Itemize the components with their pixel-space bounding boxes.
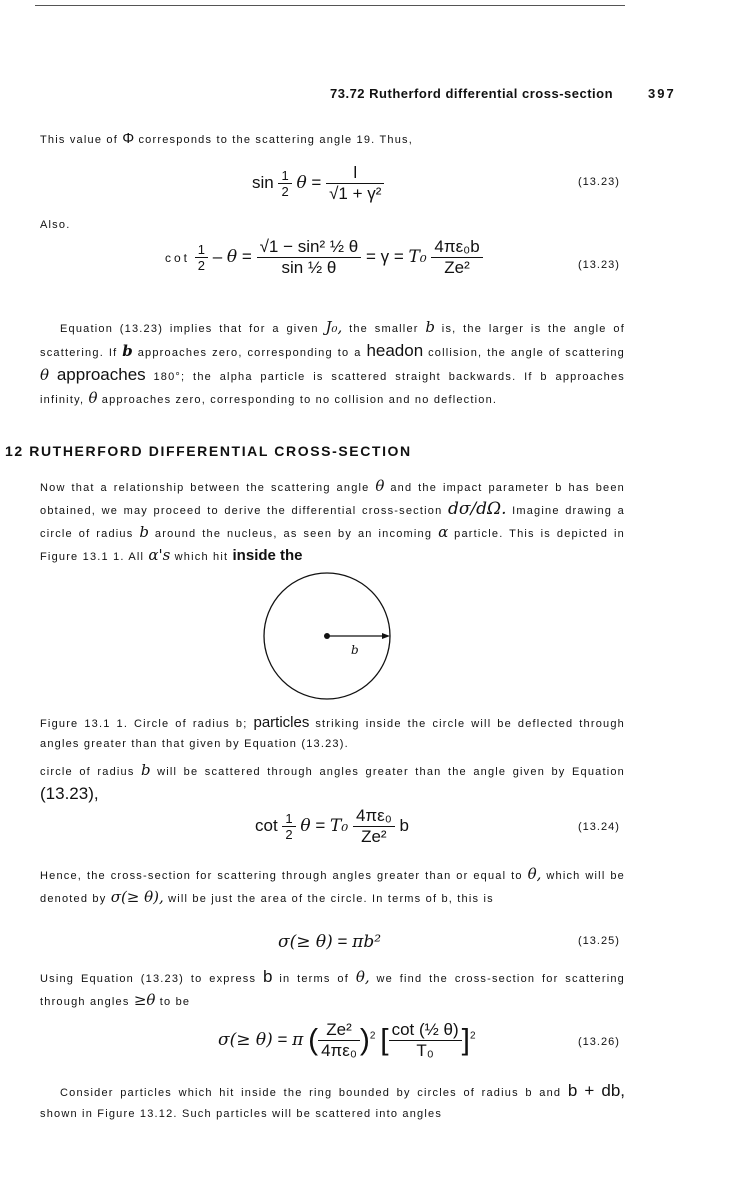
equation-13-24: cot $\frac{1}{2}$ θ = T₀ $\frac{\text{4πε₀}}{\text{Ze²}}$ b: [255, 806, 409, 846]
paragraph-5: Hence, the cross-section for scattering through angles greater than or equal to θ, which will be denoted by σ(≥ θ), will be just the area of the circle. In terms of b, this is: [40, 865, 625, 906]
paragraph-1: This value of Φ corresponds to the scattering angle 19. Thus,: [40, 130, 414, 147]
section-title: Rutherford differential cross-section: [369, 86, 614, 101]
equation-13-23a: sin $\frac{1}{2}$ θ = $\frac{l}{\text{√1 + γ²}}$: [252, 163, 384, 204]
equation-13-23b: cot $\frac{1}{2}$ – θ = $\frac{\text{√1 − sin² ½ θ}}{\text{sin ½ θ}}$ = γ = T₀ $\frac{\text{4πε₀b}}{\text{Ze²}}$: [165, 237, 483, 278]
equation-number-1: (13.23): [578, 176, 620, 188]
radius-label: b: [351, 643, 359, 657]
equation-13-26: σ(≥ θ) = π ( $\frac{\text{Ze²}}{\text{4πε₀}}$ )$^2$ [ $\frac{\text{cot (½ θ)}}{\text{T₀}}$ ]$^2$: [218, 1020, 476, 1060]
arrow-head: [382, 633, 390, 639]
page-number: 397: [648, 86, 676, 101]
paragraph-4: circle of radius b will be scattered through angles greater than the angle given by Equation (13.23),: [40, 761, 625, 803]
equation-13-25: σ(≥ θ) = πb²: [278, 932, 382, 952]
figure-caption: Figure 13.1 1. Circle of radius b; particles striking inside the circle will be deflected through angles greater than that given by Equation (13.23).: [40, 714, 625, 750]
equation-number-2: (13.23): [578, 259, 620, 271]
top-rule: [35, 5, 625, 6]
running-header: [330, 86, 685, 101]
paragraph-3: Now that a relationship between the scattering angle θ and the impact parameter b has been obtained, we may proceed to derive the differential cross-section dσ/dΩ. Imagine drawing a circle of radius b around the nucleus, as seen by an incoming α particle. This is depicted in Figure 13.1 1. All α's which hit inside the: [40, 477, 625, 564]
equation-number-5: (13.26): [578, 1036, 620, 1048]
equation-number-4: (13.25): [578, 935, 620, 947]
equation-number-3: (13.24): [578, 821, 620, 833]
also-text: Also.: [40, 219, 71, 231]
paragraph-7: Consider particles which hit inside the ring bounded by circles of radius b and b + db, shown in Figure 13.12. Such particles will be scattered into angles: [40, 1081, 625, 1120]
section-number: 73.72: [330, 86, 366, 101]
section-heading: 12 RUTHERFORD DIFFERENTIAL CROSS-SECTION: [5, 443, 412, 459]
figure-circle: [255, 570, 415, 700]
paragraph-6: Using Equation (13.23) to express b in terms of θ, we find the cross-section for scattering through angles ≥θ to be: [40, 967, 625, 1009]
paragraph-2: Equation (13.23) implies that for a given J₀, the smaller b is, the larger is the angle of scattering. If b approaches zero, corresponding to a headon collision, the angle of scattering θ approaches 180°; the alpha particle is scattered straight backwards. If b approaches infinity, θ approaches zero, corresponding to no collision and no deflection.: [40, 318, 626, 407]
